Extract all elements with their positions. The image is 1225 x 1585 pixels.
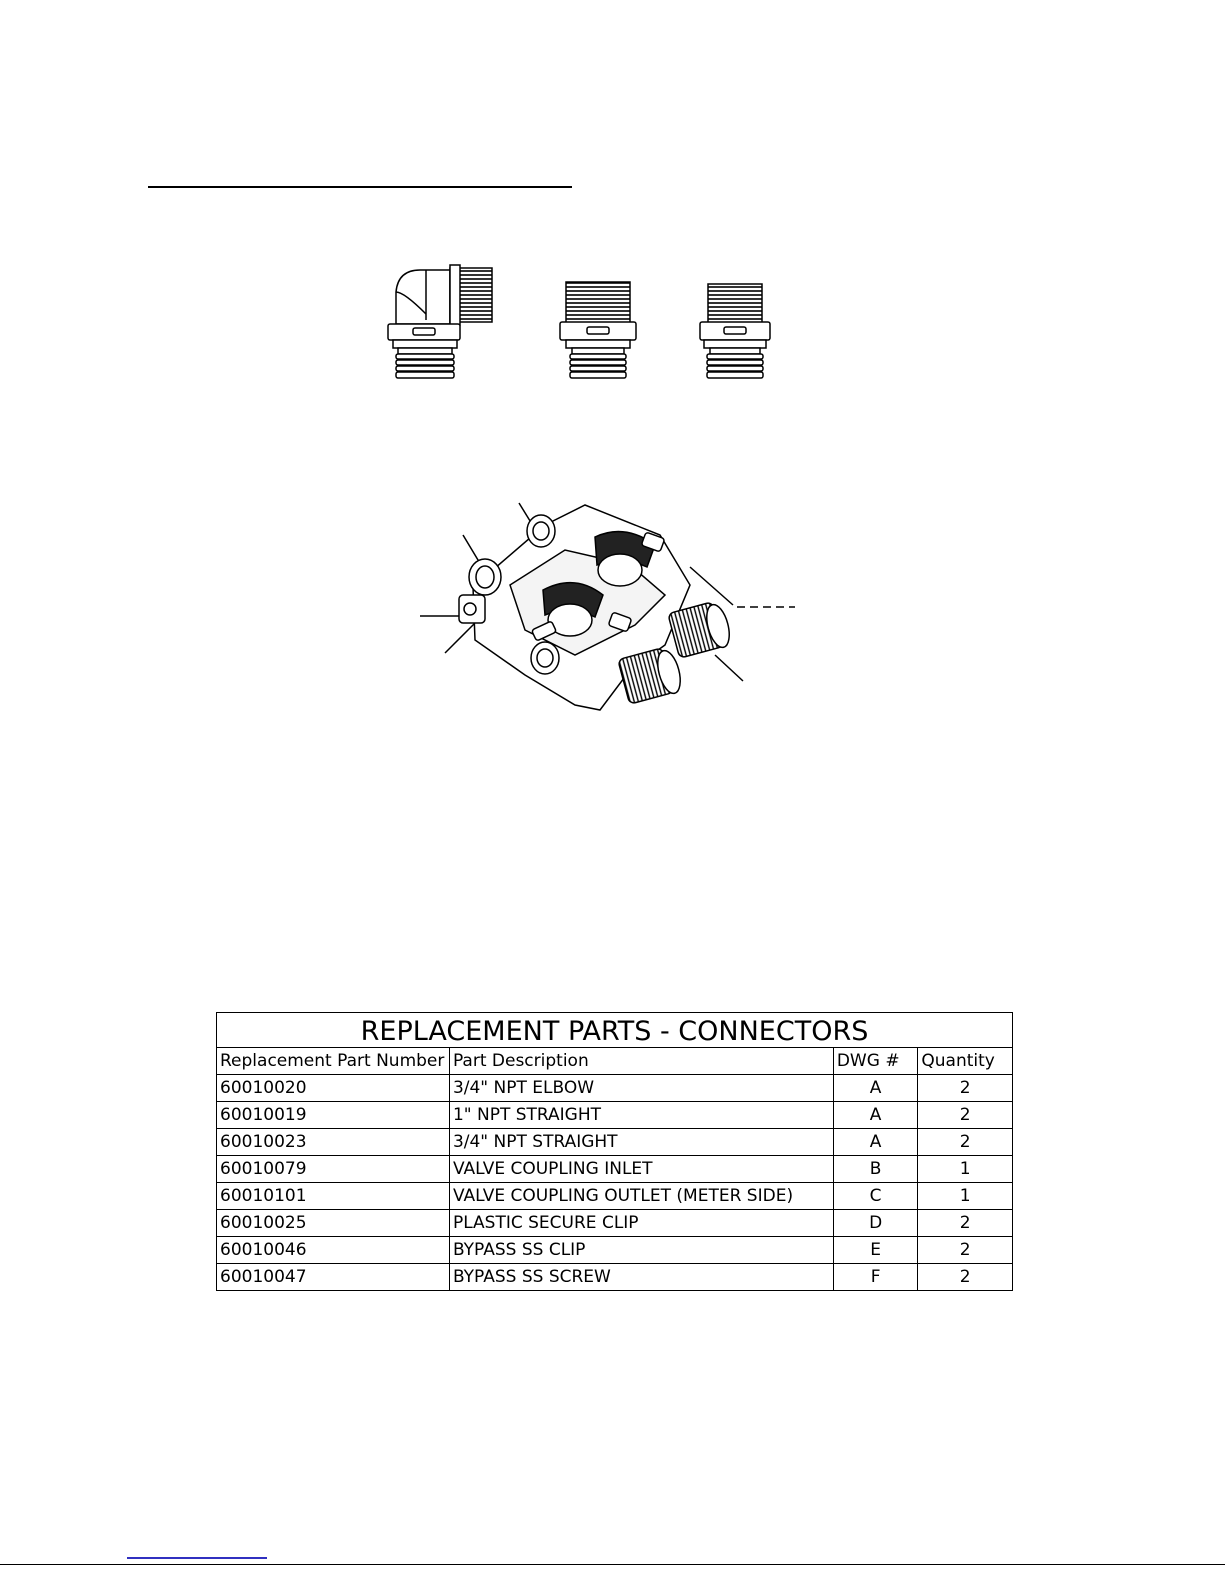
description-cell: 3/4" NPT STRAIGHT <box>449 1129 833 1156</box>
quantity-cell: 2 <box>918 1237 1013 1264</box>
footer-link-underline[interactable] <box>127 1557 267 1559</box>
part-number-cell: 60010019 <box>217 1102 450 1129</box>
description-cell: PLASTIC SECURE CLIP <box>449 1210 833 1237</box>
straight-fitting-1in-icon <box>560 282 636 378</box>
dwg-cell: A <box>833 1075 918 1102</box>
description-cell: BYPASS SS CLIP <box>449 1237 833 1264</box>
straight-fitting-3-4in-icon <box>700 284 770 378</box>
column-header-part-number: Replacement Part Number <box>217 1048 450 1075</box>
part-number-cell: 60010023 <box>217 1129 450 1156</box>
description-cell: VALVE COUPLING OUTLET (METER SIDE) <box>449 1183 833 1210</box>
section-title-underline <box>148 186 572 188</box>
connector-fittings-drawing <box>380 262 780 387</box>
quantity-cell: 1 <box>918 1156 1013 1183</box>
dwg-cell: B <box>833 1156 918 1183</box>
quantity-cell: 2 <box>918 1264 1013 1291</box>
quantity-cell: 2 <box>918 1102 1013 1129</box>
elbow-fitting-icon <box>388 265 492 378</box>
part-number-cell: 60010101 <box>217 1183 450 1210</box>
table-row <box>217 1156 1013 1183</box>
dwg-cell: A <box>833 1129 918 1156</box>
footer-divider <box>0 1564 1225 1565</box>
table-row <box>217 1102 1013 1129</box>
quantity-cell: 1 <box>918 1183 1013 1210</box>
table-row <box>217 1264 1013 1291</box>
dwg-cell: A <box>833 1102 918 1129</box>
column-header-description: Part Description <box>449 1048 833 1075</box>
table-row <box>217 1210 1013 1237</box>
part-number-cell: 60010020 <box>217 1075 450 1102</box>
description-cell: 3/4" NPT ELBOW <box>449 1075 833 1102</box>
dwg-cell: D <box>833 1210 918 1237</box>
part-number-cell: 60010025 <box>217 1210 450 1237</box>
description-cell: VALVE COUPLING INLET <box>449 1156 833 1183</box>
description-cell: BYPASS SS SCREW <box>449 1264 833 1291</box>
column-header-dwg: DWG # <box>833 1048 918 1075</box>
table-header-row <box>217 1048 1013 1075</box>
table-row <box>217 1075 1013 1102</box>
table-row <box>217 1237 1013 1264</box>
part-number-cell: 60010046 <box>217 1237 450 1264</box>
dwg-cell: C <box>833 1183 918 1210</box>
dwg-cell: E <box>833 1237 918 1264</box>
quantity-cell: 2 <box>918 1129 1013 1156</box>
table-row <box>217 1129 1013 1156</box>
table-row <box>217 1183 1013 1210</box>
bypass-valve-drawing <box>415 495 805 720</box>
quantity-cell: 2 <box>918 1075 1013 1102</box>
replacement-parts-table <box>216 1012 1013 1291</box>
quantity-cell: 2 <box>918 1210 1013 1237</box>
part-number-cell: 60010079 <box>217 1156 450 1183</box>
description-cell: 1" NPT STRAIGHT <box>449 1102 833 1129</box>
part-number-cell: 60010047 <box>217 1264 450 1291</box>
table-title: REPLACEMENT PARTS - CONNECTORS <box>217 1013 1013 1048</box>
column-header-quantity: Quantity <box>918 1048 1013 1075</box>
dwg-cell: F <box>833 1264 918 1291</box>
